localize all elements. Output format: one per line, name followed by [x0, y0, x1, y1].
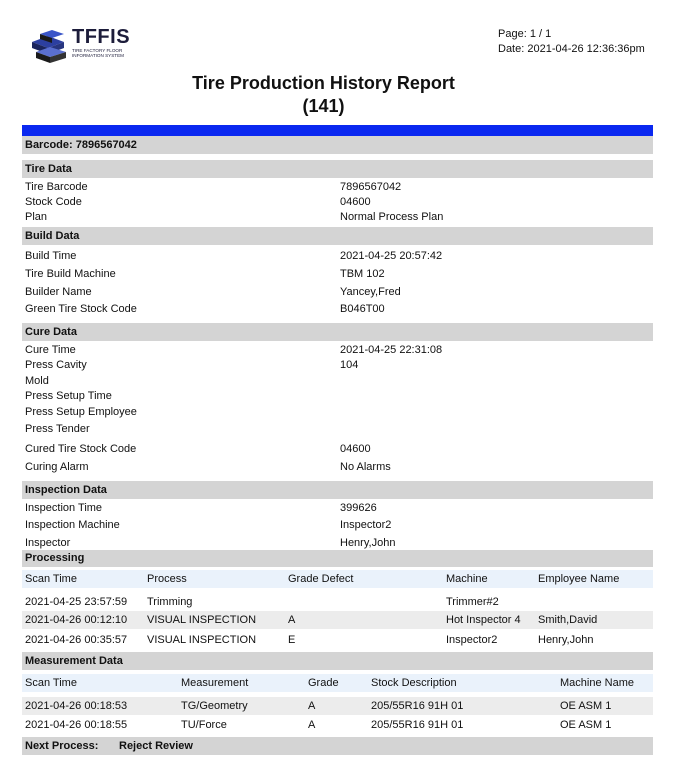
table-cell: Inspector2 — [446, 634, 498, 646]
field-label: Stock Code — [25, 196, 82, 208]
processing-header-row — [22, 570, 653, 588]
field-label: Plan — [25, 211, 48, 223]
page-meta — [498, 27, 645, 57]
field-value: 04600 — [340, 443, 371, 455]
table-row — [22, 611, 653, 629]
page-value: 1 / 1 — [529, 28, 552, 40]
table-row — [22, 697, 653, 715]
next-process-value: Reject Review — [119, 740, 193, 752]
next-process-label: Next Process: — [25, 740, 99, 752]
table-cell: VISUAL INSPECTION — [147, 614, 257, 626]
field-value: Yancey,Fred — [340, 286, 401, 298]
field-label: Press Setup Time — [25, 390, 112, 402]
field-label: Inspection Machine — [25, 519, 120, 531]
table-cell: Hot Inspector 4 — [446, 614, 521, 626]
tire-data-heading: Tire Data — [22, 160, 653, 178]
field-label: Inspector — [25, 537, 71, 549]
page-label: Page: — [498, 28, 527, 40]
table-cell: TU/Force — [181, 719, 227, 731]
cure-data-heading: Cure Data — [22, 323, 653, 341]
field-value: 104 — [340, 359, 359, 371]
field-label: Tire Build Machine — [25, 268, 116, 280]
table-row — [22, 631, 653, 649]
column-header: Process — [147, 573, 187, 585]
column-header: Scan Time — [25, 677, 77, 689]
field-label: Curing Alarm — [25, 461, 89, 473]
field-value: 2021-04-25 22:31:08 — [340, 344, 443, 356]
next-process-band — [22, 737, 653, 755]
field-label: Press Setup Employee — [25, 406, 137, 418]
field-value: 7896567042 — [340, 181, 402, 193]
field-label: Green Tire Stock Code — [25, 303, 137, 315]
date-label: Date: — [498, 43, 525, 55]
processing-heading: Processing — [22, 550, 653, 567]
logo-subtitle: TIRE FACTORY FLOOR INFORMATION SYSTEM — [72, 48, 124, 59]
field-value: B046T00 — [340, 303, 385, 315]
table-cell: 2021-04-26 00:18:53 — [25, 700, 128, 712]
field-label: Build Time — [25, 250, 77, 262]
column-header: Stock Description — [371, 677, 457, 689]
build-data-heading: Build Data — [22, 227, 653, 245]
report-title: Tire Production History Report — [192, 73, 455, 93]
field-value: 04600 — [340, 196, 371, 208]
field-label: Tire Barcode — [25, 181, 88, 193]
date-value: 2021-04-26 12:36:36pm — [527, 43, 645, 55]
table-cell: VISUAL INSPECTION — [147, 634, 257, 646]
table-cell: A — [288, 614, 296, 626]
column-header: Grade — [308, 677, 339, 689]
field-value: 399626 — [340, 502, 377, 514]
column-header: Machine — [446, 573, 488, 585]
column-header: Measurement — [181, 677, 249, 689]
table-cell: 2021-04-25 23:57:59 — [25, 596, 128, 608]
logo-wordmark: TFFIS — [72, 26, 131, 48]
measurement-heading: Measurement Data — [22, 652, 653, 670]
inspection-data-heading: Inspection Data — [22, 481, 653, 499]
table-row — [22, 716, 653, 734]
field-label: Cured Tire Stock Code — [25, 443, 137, 455]
field-value: TBM 102 — [340, 268, 385, 280]
table-cell: Smith,David — [538, 614, 598, 626]
barcode-band: Barcode: 7896567042 — [22, 136, 653, 154]
measurement-header-row — [22, 674, 653, 692]
table-cell: 2021-04-26 00:35:57 — [25, 634, 128, 646]
field-value: 2021-04-25 20:57:42 — [340, 250, 443, 262]
field-value: Normal Process Plan — [340, 211, 444, 223]
table-cell: E — [288, 634, 296, 646]
cube-stack-icon — [28, 26, 72, 66]
field-label: Builder Name — [25, 286, 92, 298]
table-cell: 205/55R16 91H 01 — [371, 719, 464, 731]
tffis-logo — [28, 26, 138, 66]
table-cell: Trimmer#2 — [446, 596, 499, 608]
table-cell: A — [308, 719, 316, 731]
field-label: Inspection Time — [25, 502, 103, 514]
table-cell: 2021-04-26 00:12:10 — [25, 614, 128, 626]
table-row — [22, 593, 653, 611]
column-header: Grade Defect — [288, 573, 354, 585]
table-cell: 205/55R16 91H 01 — [371, 700, 464, 712]
column-header: Scan Time — [25, 573, 77, 585]
field-label: Press Tender — [25, 423, 90, 435]
table-cell: 2021-04-26 00:18:55 — [25, 719, 128, 731]
field-label: Cure Time — [25, 344, 76, 356]
field-value: No Alarms — [340, 461, 391, 473]
table-cell: Trimming — [147, 596, 193, 608]
table-cell: TG/Geometry — [181, 700, 248, 712]
table-cell: Henry,John — [538, 634, 594, 646]
table-cell: OE ASM 1 — [560, 719, 612, 731]
column-header: Machine Name — [560, 677, 634, 689]
report-count: (141) — [302, 96, 345, 116]
table-cell: A — [308, 700, 316, 712]
table-cell: OE ASM 1 — [560, 700, 612, 712]
field-label: Press Cavity — [25, 359, 87, 371]
field-value: Inspector2 — [340, 519, 392, 531]
field-value: Henry,John — [340, 537, 396, 549]
field-label: Mold — [25, 375, 49, 387]
column-header: Employee Name — [538, 573, 620, 585]
accent-bar — [22, 125, 653, 136]
